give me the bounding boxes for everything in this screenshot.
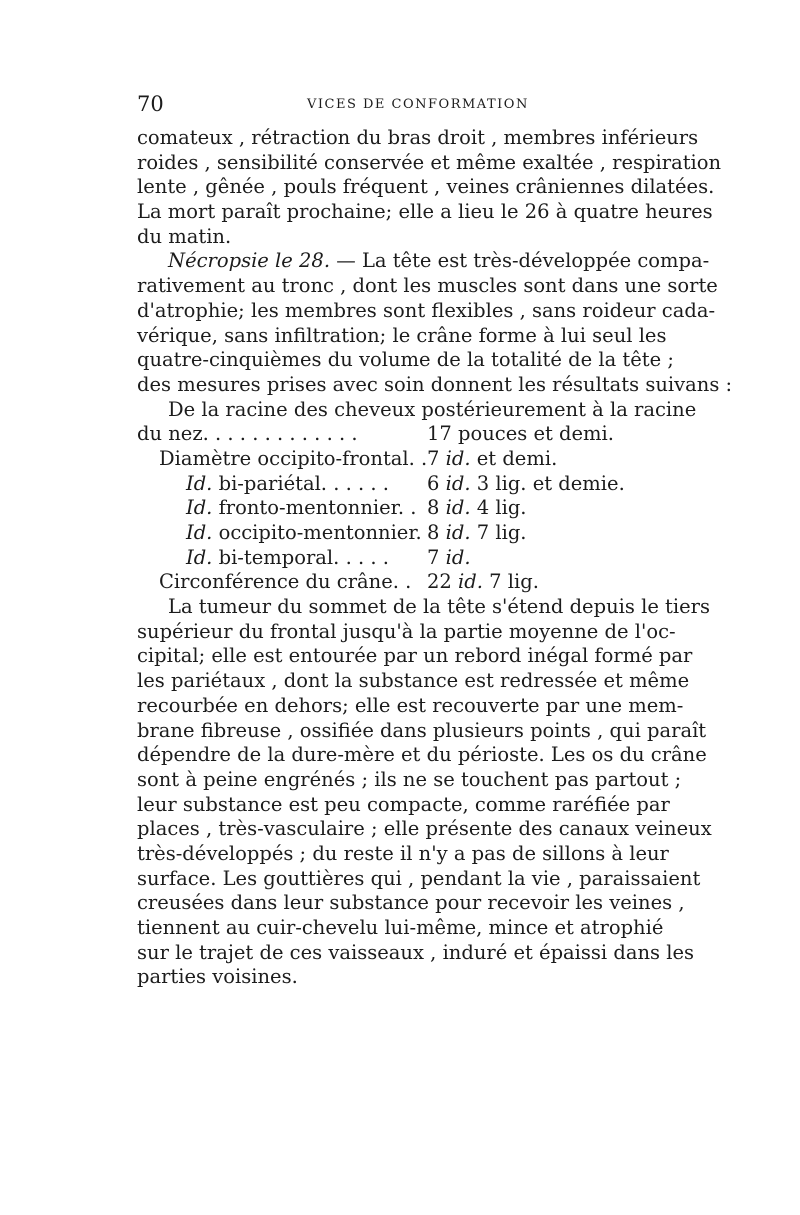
- text-line: tiennent au cuir-chevelu lui-même, mince et atrophié: [137, 916, 664, 939]
- id-abbrev: Id.: [186, 496, 213, 520]
- value-number: 7: [427, 446, 440, 470]
- measurement-value: [427, 521, 659, 546]
- value-unit: id.: [445, 471, 471, 495]
- measurement-value: [427, 546, 659, 571]
- text-line: rativement au tronc , dont les muscles sont dans une sorte: [137, 274, 718, 298]
- text-line: supérieur du frontal jusqu'à la partie moyenne de l'oc-: [137, 619, 676, 643]
- running-head: VICES DE CONFORMATION: [307, 97, 529, 112]
- value-number: 8: [427, 521, 440, 544]
- text-line: du matin.: [137, 224, 232, 248]
- measurement-row: [137, 422, 659, 447]
- measurement-row: [137, 447, 659, 472]
- value-rest: 7 lig.: [482, 570, 539, 594]
- text-line: sur le trajet de ces vaisseaux , induré et épaissi dans les: [137, 940, 695, 964]
- value-unit: id.: [445, 496, 471, 520]
- measurement-label: [137, 496, 427, 521]
- text-line: [137, 249, 710, 274]
- text-line: des mesures prises avec soin donnent les résultats suivans :: [137, 372, 733, 396]
- page-number: 70: [137, 92, 164, 116]
- measurement-label: [137, 472, 427, 497]
- text-line: cipital; elle est entourée par un rebord inégal formé par: [137, 644, 693, 668]
- text-line: lente , gênée , pouls fréquent , veines crâniennes dilatées.: [137, 175, 715, 199]
- text-line: surface. Les gouttières qui , pendant la vie , paraissaient: [137, 866, 701, 890]
- value-number: 22: [427, 570, 452, 594]
- id-abbrev: Id.: [186, 471, 213, 495]
- measurement-value: [427, 496, 659, 521]
- value-rest: 4 lig.: [470, 496, 527, 520]
- value-rest: et demi.: [470, 446, 558, 470]
- measurement-label: Diamètre occipito-frontal. .: [159, 446, 428, 470]
- value-rest: 7 lig.: [470, 521, 527, 544]
- body-text: [137, 126, 733, 990]
- measurement-row: [137, 472, 659, 497]
- measurement-value: [427, 472, 659, 497]
- text-line: très-développés ; du reste il n'y a pas de sillons à leur: [137, 841, 669, 865]
- text-line: dépendre de la dure-mère et du périoste. Les os du crâne: [137, 743, 707, 767]
- text-line: parties voisines.: [137, 965, 298, 989]
- measurement-label: [137, 546, 427, 571]
- text-line: quatre-cinquièmes du volume de la totalité de la tête ;: [137, 348, 674, 372]
- text-line: sont à peine engrénés ; ils ne se touchent pas partout ;: [137, 767, 682, 791]
- text-line: roides , sensibilité conservée et même exaltée , respiration: [137, 150, 722, 174]
- value-number: 8: [427, 496, 440, 520]
- measurement-label: Circonférence du crâne. .: [159, 570, 412, 594]
- id-abbrev: Id.: [186, 521, 213, 544]
- page-header: [137, 92, 657, 116]
- paragraph-3: [137, 595, 712, 990]
- measurement-row: [137, 521, 659, 546]
- text-line: leur substance est peu compacte, comme raréfiée par: [137, 792, 670, 816]
- paragraph-2: [137, 249, 733, 397]
- text-line: creusées dans leur substance pour recevoir les veines ,: [137, 891, 685, 915]
- measurements-table: [137, 397, 697, 596]
- text-line: vérique, sans infiltration; le crâne forme à lui seul les: [137, 323, 667, 347]
- label-rest: fronto-mentonnier. .: [212, 496, 417, 520]
- value-unit: id.: [445, 446, 471, 470]
- necropsy-heading: Nécropsie le 28.: [168, 249, 331, 273]
- text-line: les pariétaux , dont la substance est redressée et même: [137, 669, 690, 693]
- value-number: 7: [427, 545, 440, 569]
- line-rest: — La tête est très-développée compa-: [330, 249, 710, 273]
- label-rest: bi-pariétal. . . . . .: [212, 471, 389, 495]
- id-abbrev: Id.: [186, 545, 213, 569]
- value-unit: id.: [445, 521, 471, 544]
- measurement-value: [427, 570, 659, 595]
- value-unit: id.: [458, 570, 483, 594]
- text-line: d'atrophie; les membres sont flexibles , sans roideur cada-: [137, 298, 716, 322]
- measurement-intro: De la racine des cheveux postérieurement à la racine: [168, 397, 697, 421]
- measurement-value: [427, 447, 659, 472]
- measurement-label: [137, 521, 427, 546]
- text-line: recourbée en dehors; elle est recouverte par une mem-: [137, 693, 684, 717]
- label-rest: occipito-mentonnier.: [212, 521, 422, 544]
- value-number: 6: [427, 471, 440, 495]
- text-line: La tumeur du sommet de la tête s'étend depuis le tiers: [168, 595, 711, 619]
- measurement-row: [137, 496, 659, 521]
- value-unit: id.: [445, 545, 471, 569]
- text-line: brane fibreuse , ossifiée dans plusieurs points , qui paraît: [137, 718, 707, 742]
- measurement-value: 17 pouces et demi.: [427, 422, 614, 446]
- measurement-label: du nez. . . . . . . . . . . . .: [137, 422, 358, 446]
- text-line: comateux , rétraction du bras droit , membres inférieurs: [137, 126, 699, 149]
- value-rest: 3 lig. et demie.: [470, 471, 625, 495]
- text-line: places , très-vasculaire ; elle présente des canaux veineux: [137, 817, 712, 841]
- measurement-row: [137, 546, 659, 571]
- paragraph-1: [137, 126, 722, 249]
- label-rest: bi-temporal. . . . .: [212, 545, 389, 569]
- text-line: La mort paraît prochaine; elle a lieu le 26 à quatre heures: [137, 200, 713, 224]
- measurement-row: [137, 570, 659, 595]
